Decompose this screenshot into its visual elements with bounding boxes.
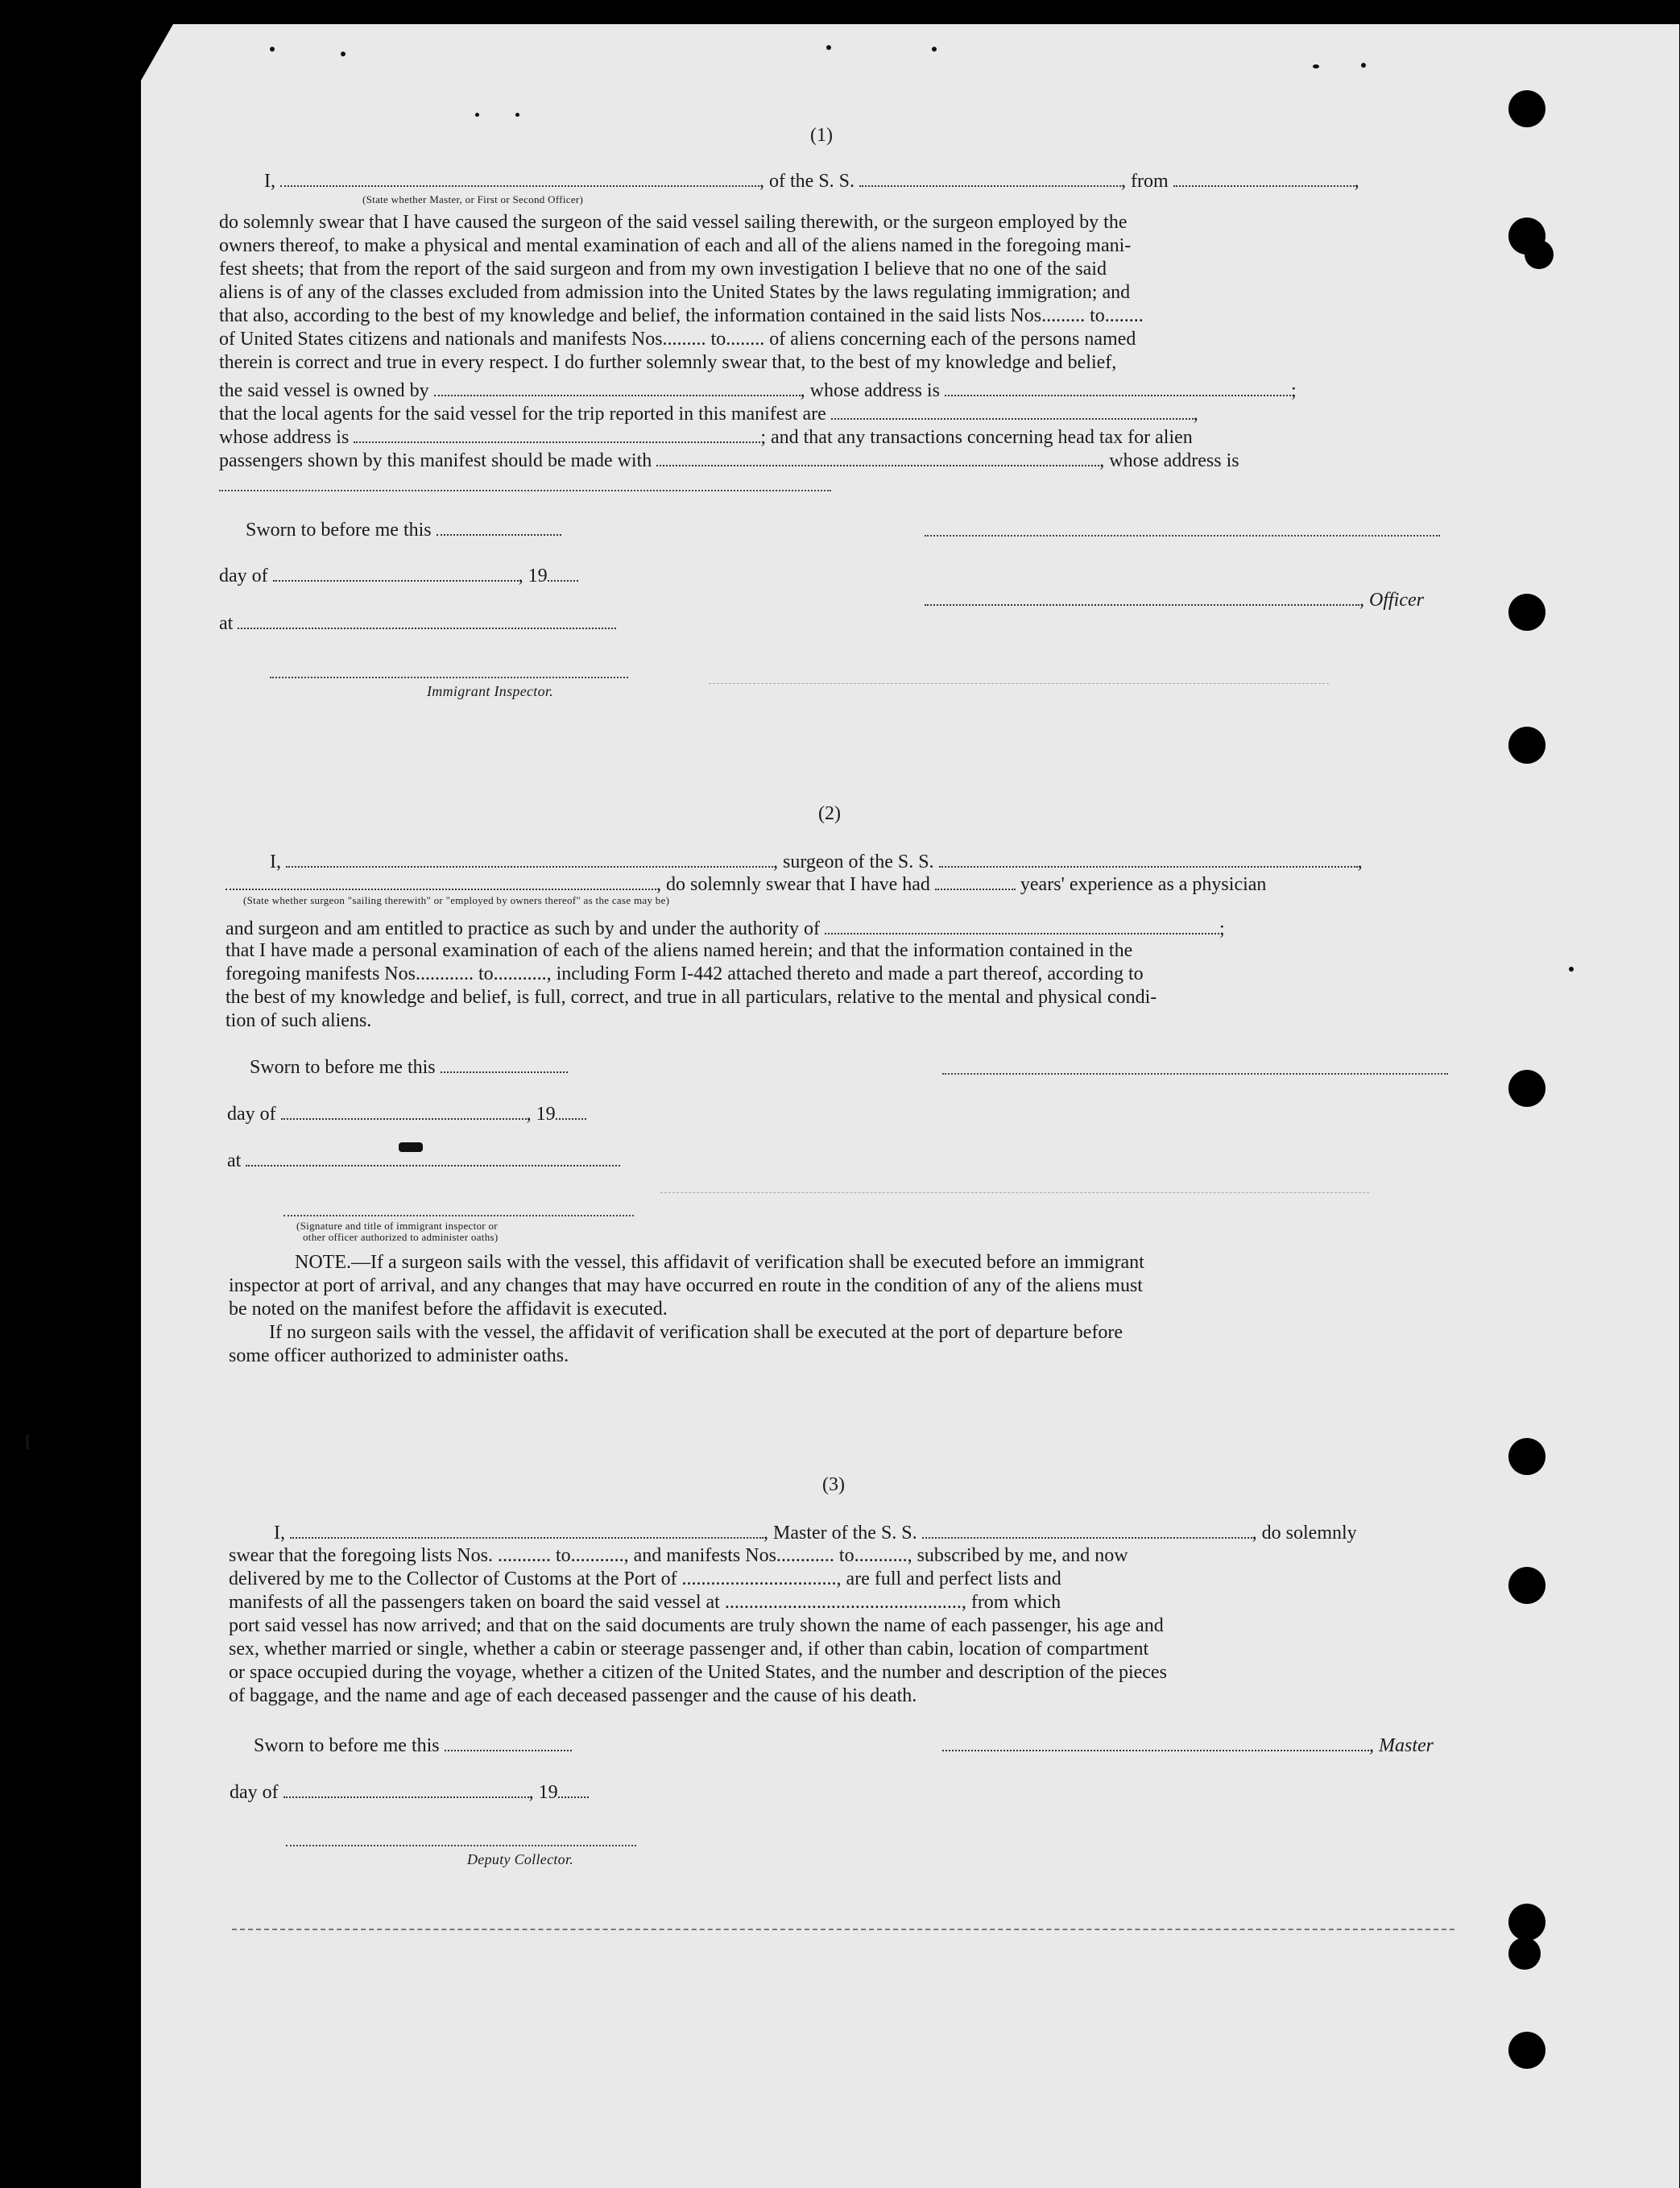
- s1-semicolon: ;: [1290, 380, 1297, 401]
- ink-blot: [399, 1142, 423, 1152]
- s3-master: , Master: [1369, 1735, 1434, 1756]
- s2-line1: [270, 850, 1363, 874]
- binder-hole: [1508, 594, 1546, 631]
- s1-day-line: [219, 564, 578, 588]
- s2-years-exp: years' experience as a physician: [1020, 874, 1267, 895]
- s1-from: , from: [1121, 171, 1169, 192]
- s2-signature-title-blank: [283, 1215, 634, 1216]
- s2-note: [229, 1251, 1450, 1368]
- speck: [341, 52, 346, 56]
- s2-sig-note-1: (Signature and title of immigrant inspector or: [296, 1220, 498, 1232]
- s3-master-line: [942, 1734, 1434, 1758]
- s1-faint-line: [709, 683, 1329, 684]
- s3-line1: [274, 1521, 1357, 1545]
- s2-line2: [226, 872, 1266, 897]
- s2-note-line: inspector at port of arrival, and any changes that may have occurred en route in the condition of any of the aliens must: [229, 1275, 1143, 1296]
- s1-owned-by: the said vessel is owned by: [219, 380, 429, 401]
- s3-para-line: or space occupied during the voyage, whether a citizen of the United States, and the number and description of the pieces: [229, 1662, 1167, 1683]
- s1-comma: ,: [1354, 171, 1359, 192]
- speck: [932, 47, 937, 52]
- speck: [475, 113, 479, 117]
- s3-day-line: [230, 1780, 589, 1805]
- s2-state-note: (State whether surgeon "sailing therewith" or "employed by owners thereof" as the case may be): [243, 894, 670, 906]
- s1-inspector-blank: [270, 677, 628, 678]
- s2-para-line: foregoing manifests Nos............ to..........., including Form I-442 attached thereto and made a part thereof, according to: [226, 963, 1144, 984]
- s2-surgeon-entitled: and surgeon and am entitled to practice as such by and under the authority of: [226, 918, 820, 939]
- s1-whose-address-end: , whose address is: [1099, 450, 1239, 471]
- speck: [515, 113, 519, 117]
- s1-comma2: ,: [1193, 404, 1198, 425]
- speck: [26, 1434, 29, 1450]
- s3-para-line: of baggage, and the name and age of each deceased passenger and the cause of his death.: [229, 1685, 917, 1706]
- section-number-1: (1): [810, 125, 833, 146]
- s3-para-line: delivered by me to the Collector of Customs at the Port of ................................, are full and perfect lists and: [229, 1568, 1061, 1589]
- s2-para-line: the best of my knowledge and belief, is full, correct, and true in all particulars, relative to the mental and physical condi-: [226, 987, 1157, 1008]
- s1-address-blank: [219, 490, 831, 491]
- speck: [1361, 63, 1366, 68]
- s2-note-line: NOTE.—If a surgeon sails with the vessel, this affidavit of verification shall be executed before an immigrant: [295, 1252, 1144, 1273]
- s1-day-of: day of: [219, 566, 268, 586]
- binder-hole: [1508, 1567, 1546, 1604]
- s3-paragraph: [229, 1544, 1453, 1708]
- s1-local-agents-line: [219, 402, 1198, 426]
- s3-para-line: sex, whether married or single, whether a cabin or steerage passenger and, if other than cabin, location of compartment: [229, 1639, 1149, 1660]
- s2-sworn-line: [250, 1055, 568, 1079]
- s2-day-line: [227, 1102, 586, 1126]
- s1-passengers: passengers shown by this manifest should be made with: [219, 450, 652, 471]
- s2-para-line: that I have made a personal examination of each of the aliens named herein; and that the information contained in the: [226, 940, 1133, 961]
- s2-i: I,: [270, 852, 281, 872]
- s1-officer: [1359, 590, 1424, 611]
- binder-hole: [1508, 90, 1546, 127]
- s3-para-line: swear that the foregoing lists Nos. ........... to..........., and manifests Nos............ to..........., subscribed by me, and now: [229, 1545, 1128, 1566]
- section-number-2: (2): [818, 803, 841, 824]
- section-number-3: (3): [822, 1474, 845, 1495]
- s1-officer-label: , Officer: [1359, 590, 1424, 611]
- binder-hole: [1508, 2032, 1546, 2069]
- s1-whose-address: , whose address is: [800, 380, 940, 401]
- s1-para-line: do solemnly swear that I have caused the surgeon of the said vessel sailing therewith, or the surgeon employed by the: [219, 212, 1128, 233]
- s1-para-line: of United States citizens and nationals and manifests Nos......... to........ of aliens concerning each of the persons named: [219, 329, 1136, 350]
- s1-para-line: therein is correct and true in every respect. I do further solemnly swear that, to the best of my knowledge and belief,: [219, 352, 1117, 373]
- s3-nineteen: , 19: [528, 1782, 558, 1803]
- s1-signature-blank: [925, 535, 1440, 537]
- s2-note-line: some officer authorized to administer oaths.: [229, 1345, 569, 1366]
- s3-sworn-line: [254, 1734, 572, 1758]
- s1-para-line: aliens is of any of the classes excluded from admission into the United States by the laws regulating immigration; and: [219, 282, 1131, 303]
- s3-para-line: manifests of all the passengers taken on board the said vessel at ................................................., from which: [229, 1592, 1061, 1613]
- s1-inspector: Immigrant Inspector.: [427, 683, 553, 699]
- s2-semicolon: ;: [1219, 918, 1225, 939]
- s1-local-agents: that the local agents for the said vessel for the trip reported in this manifest are: [219, 404, 826, 425]
- page-corner: [141, 24, 173, 81]
- s1-head-tax: ; and that any transactions concerning head tax for alien: [760, 427, 1193, 448]
- s1-at-line: [219, 611, 616, 636]
- s1-paragraph: [219, 211, 1443, 375]
- s2-signature-blank: [942, 1073, 1448, 1075]
- binder-hole: [1508, 1904, 1546, 1941]
- s1-at: at: [219, 613, 234, 634]
- binder-hole: [1508, 1438, 1546, 1475]
- s3-i: I,: [274, 1523, 285, 1544]
- s1-address-line: [219, 425, 1193, 450]
- s1-para-line: owners thereof, to make a physical and mental examination of each and all of the aliens named in the foregoing mani-: [219, 235, 1132, 256]
- binder-hole: [1508, 1937, 1541, 1970]
- s1-passengers-line: [219, 449, 1239, 473]
- s3-deputy-blank: [286, 1845, 636, 1846]
- s3-sworn: Sworn to before me this: [254, 1735, 440, 1756]
- speck: [1569, 967, 1574, 972]
- s3-para-line: port said vessel has now arrived; and that on the said documents are truly shown the name of each passenger, his age and: [229, 1615, 1164, 1636]
- s2-do-solemnly: , do solemnly swear that I have had: [656, 874, 930, 895]
- s1-para-line: fest sheets; that from the report of the said surgeon and from my own investigation I believe that no one of the said: [219, 259, 1107, 280]
- s2-comma: ,: [1357, 852, 1363, 872]
- s3-do-solemnly: , do solemnly: [1252, 1523, 1357, 1544]
- s2-at-line: [227, 1149, 620, 1173]
- bottom-rule: [232, 1929, 1454, 1930]
- s2-nineteen: , 19: [526, 1104, 556, 1125]
- binder-hole: [1525, 240, 1554, 269]
- s1-para-line: that also, according to the best of my knowledge and belief, the information contained in the said lists Nos......... to........: [219, 305, 1144, 326]
- binder-hole: [1508, 1070, 1546, 1107]
- s1-sworn: Sworn to before me this: [246, 520, 432, 541]
- s1-state-note: (State whether Master, or First or Second Officer): [362, 193, 584, 205]
- s2-day-of: day of: [227, 1104, 276, 1125]
- speck: [826, 45, 831, 50]
- s2-sig-note-2: other officer authorized to administer oaths): [303, 1231, 499, 1243]
- binder-hole: [1508, 727, 1546, 764]
- s2-authority-line: [226, 917, 1225, 941]
- s1-line1: [264, 169, 1359, 193]
- s1-i: I,: [264, 171, 275, 192]
- s1-of-ss: , of the S. S.: [759, 171, 855, 192]
- s2-at: at: [227, 1150, 242, 1171]
- s3-deputy: Deputy Collector.: [467, 1851, 574, 1867]
- s2-note-line: be noted on the manifest before the affidavit is executed.: [229, 1299, 668, 1320]
- s1-nineteen: , 19: [518, 566, 548, 586]
- s1-whose-address-is: whose address is: [219, 427, 350, 448]
- speck: [270, 47, 275, 52]
- s2-faint-line: [660, 1192, 1369, 1193]
- s1-officer-line: [925, 588, 1424, 612]
- s2-para-line: tion of such aliens.: [226, 1010, 372, 1031]
- s3-master-of: , Master of the S. S.: [763, 1523, 917, 1544]
- s2-paragraph: [226, 939, 1448, 1033]
- s1-owned-by-line: [219, 379, 1297, 403]
- speck: [1313, 64, 1319, 68]
- s2-note-line: If no surgeon sails with the vessel, the affidavit of verification shall be executed at the port of departure before: [269, 1322, 1123, 1343]
- s1-sworn-line: [246, 518, 561, 542]
- s2-surgeon-of: , surgeon of the S. S.: [773, 852, 934, 872]
- s2-sworn: Sworn to before me this: [250, 1057, 436, 1078]
- s3-day-of: day of: [230, 1782, 279, 1803]
